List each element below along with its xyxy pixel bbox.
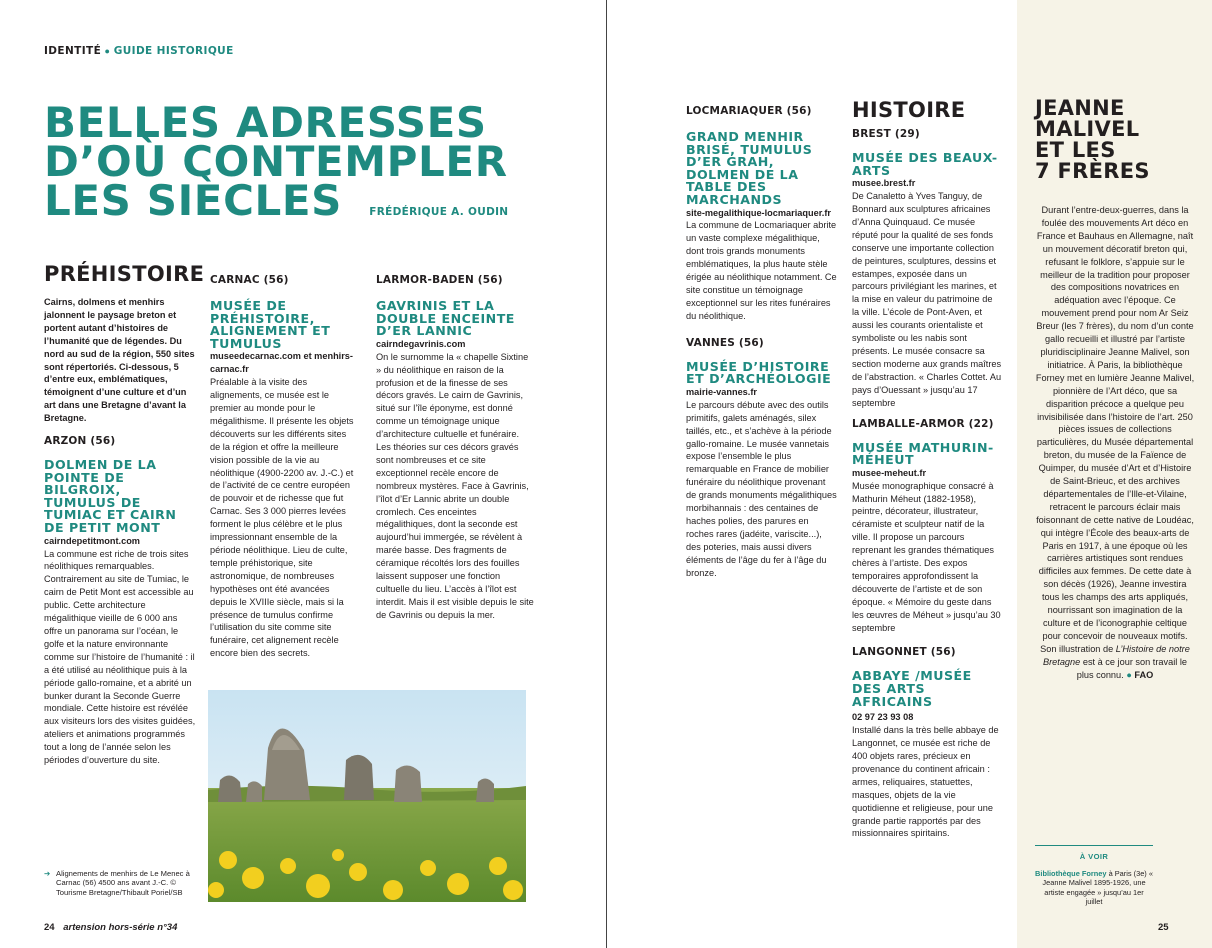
intro-text: Cairns, dolmens et menhirs jalonnent le paysage breton et portent autant d’histoires de l’humanité que de légendes. Du nord au sud de la région, 550 sites sont répertoriés. Ci-dessous, 5 d’entre eux, emblématiques, témoignent d’une culture et d’un art dans une Bretagne d’avant la Bretagne.	[44, 297, 195, 424]
sidebar-title-line: 7 FRÈRES	[1035, 159, 1150, 183]
entry-title: ABBAYE /MUSÉE DES ARTS AFRICAINS	[852, 668, 972, 709]
author-signature: FAO	[1134, 669, 1154, 680]
sidebar-text	[1035, 204, 1195, 682]
sidebar-body-end: est à ce jour son travail le plus connu.	[1076, 656, 1188, 680]
sidebar-title-line: ET LES	[1035, 138, 1116, 162]
location-label: LANGONNET (56)	[852, 646, 956, 659]
caption-text: Alignements de menhirs de Le Menec à Carnac (56) 4500 ans avant J.-C. © Tourisme Bretagne/Thibault Poriel/SB	[56, 869, 190, 897]
website-link[interactable]: site-megalithique-locmariaquer.fr	[686, 207, 831, 218]
entry-title: GAVRINIS ET LA DOUBLE ENCEINTE D’ER LANNIC	[376, 298, 515, 339]
bullet-icon: ●	[104, 46, 111, 56]
entry-text: Installé dans la très belle abbaye de Langonnet, ce musée est riche de 400 objets rares, précieux en provenance du continent africain : armes, reliquaires, statuettes, masques, objets de la vie quotidienne et religieuse, pour une grande partie rapportés par des missionnaires spiritains.	[852, 725, 999, 839]
entry-title: MUSÉE D’HISTOIRE ET D’ARCHÉOLOGIE	[686, 358, 832, 387]
histoire-column	[852, 98, 1002, 840]
website-link[interactable]: cairndegavrinis.com	[376, 338, 466, 349]
carnac-column	[210, 274, 358, 660]
kicker-subsection: GUIDE HISTORIQUE	[113, 45, 234, 57]
entry-text: Musée monographique consacré à Mathurin Méheut (1882-1958), peintre, décorateur, illustrateur, céramiste et sculpteur natif de la ville. Il propose un parcours reprenant les grandes thématiques chères à l’artiste. Des expos temporaires approfondissent la découverte de l’artiste et de son époque. « Mémoire du geste dans les œuvres de Méheut » jusqu’au 30 septembre	[852, 480, 1001, 633]
entry-title: DOLMEN DE LA POINTE DE BILGROIX, TUMULUS DE TUMIAC ET CAIRN DE PETIT MONT	[44, 457, 177, 536]
publication-name: artension hors-série n°34	[63, 922, 178, 933]
prehistoire-column	[44, 262, 205, 767]
a-voir-details	[1035, 869, 1153, 907]
larmor-column	[376, 274, 534, 622]
location-label: LAMBALLE-ARMOR (22)	[852, 417, 994, 430]
page-gutter	[606, 0, 607, 948]
location-label: CARNAC (56)	[210, 274, 289, 286]
phone-number: 02 97 23 93 08	[852, 712, 914, 723]
location-label: LOCMARIAQUER (56)	[686, 105, 812, 117]
website-link[interactable]: musee-meheut.fr	[852, 467, 927, 478]
location-label: LARMOR-BADEN (56)	[376, 274, 503, 286]
entry-text: On le surnomme la « chapelle Sixtine » du néolithique en raison de la profusion et de la finesse de ses décors gravés. Le cairn de Gavrinis, situé sur l’île éponyme, est donné comme un témoignage unique d’architecture cultuelle et funéraire. Les théories sur ces décors gravés sont nombreuses et ce site exceptionnel recèle encore de nombreux mystères. Face à Gavrinis, l’îlot d’Er Lannic abrite un double cromlech. Ces enceintes mégalithiques, dont la seconde est aujourd’hui immergée, se révèlent à marée basse. Des fragments de céramique récoltés lors des fouilles laissent supposer une fonction cultuelle du lieu. L’accès à l’îlot est interdit. Mais il est visible depuis le site de Gavrinis ou depuis la mer.	[376, 351, 534, 620]
footer-left	[44, 922, 177, 933]
title-line: D’OÙ CONTEMPLER	[44, 137, 508, 186]
book-title: L’Histoire de notre Bretagne	[1042, 643, 1190, 667]
exhibition-info: « Jeanne Malivel 1895-1926, une artiste engagée » jusqu’au 1er juillet	[1042, 868, 1153, 906]
a-voir-box	[1035, 845, 1153, 907]
menhirs-illustration	[208, 690, 526, 902]
sidebar-box	[1035, 98, 1195, 682]
entry-text: Préalable à la visite des alignements, ce musée est le premier au monde pour le mégalithisme. Il présente les objets découverts sur les différents sites de la région et offre la meilleure vision possible de la vie au néolithique (4900-2200 av. J.-C.) et de l’activité de ce centre européen de pouvoir et de richesse que fut Carnac. Ses 3 000 pierres levées forment le plus célèbre et le plus impressionnant ensemble de la période néolithique. Lieu de culte, temple préhistorique, site astronomique, de nombreuses hypothèses ont été avancées depuis le XVIIIe siècle, mais si la présence de tumulus confirme l’utilisation du site comme site funéraire, cet alignement recèle encore bien des secrets.	[210, 377, 354, 659]
entry-title: MUSÉE DES BEAUX-ARTS	[852, 150, 998, 178]
title-line: BELLES ADRESSES	[44, 98, 487, 147]
page-number: 24	[44, 922, 55, 933]
entry-title: MUSÉE DE PRÉHISTOIRE, ALIGNEMENT ET TUMULUS	[210, 298, 331, 351]
bullet-icon: ●	[1126, 669, 1132, 680]
a-voir-label: À VOIR	[1079, 852, 1109, 861]
website-link[interactable]: musee.brest.fr	[852, 178, 916, 189]
location-label: BREST (29)	[852, 128, 920, 140]
venue-name: Bibliothèque Forney	[1035, 868, 1107, 878]
sidebar-title	[1035, 98, 1195, 182]
location-label: ARZON (56)	[44, 435, 116, 448]
section-heading: PRÉHISTOIRE	[44, 262, 205, 286]
author-byline: FRÉDÉRIQUE A. OUDIN	[369, 206, 509, 218]
location-label: VANNES (56)	[686, 336, 764, 349]
venue-location: à Paris (3e)	[1108, 868, 1147, 878]
entry-text: De Canaletto à Yves Tanguy, de Bonnard aux sculptures africaines d’Anna Quinquaud. Ce musée réputé pour la qualité de ses fonds conserve une importante collection de peintures, sculptures, dessins et estampes, exposée dans un parcours privilégiant les marines, et la mise en valeur du patrimoine de la ville. L’école de Pont-Aven, et aussi les courants orientaliste et symboliste ou les nabis sont présents. Le musée consacre sa section moderne aux grands maîtres de l’abstraction. « Charles Cottet. Au pays d’Ouessant » jusqu’au 17 septembre	[852, 191, 1002, 408]
entry-title: MUSÉE MATHURIN-MÉHEUT	[852, 439, 994, 468]
entry-text: La commune de Locmariaquer abrite un vaste complexe mégalithique, dont trois grands monuments emblématiques, la plus haute stèle érigée au néolithique notamment. Ce site constitue un témoignage exceptionnel sur les rites funéraires du néolithique.	[686, 220, 837, 321]
arrow-icon: ➔	[44, 869, 51, 878]
website-link[interactable]: cairndepetitmont.com	[44, 535, 140, 546]
sidebar-title-line: JEANNE	[1035, 96, 1125, 120]
website-link[interactable]: museedecarnac.com et menhirs-carnac.fr	[210, 351, 353, 375]
website-link[interactable]: mairie-vannes.fr	[686, 386, 757, 397]
footer-right-page-number: 25	[1158, 922, 1169, 933]
entry-text: La commune est riche de trois sites néolithiques remarquables. Contrairement au site de Tumiac, le cairn de Petit Mont est accessible au public. Cette architecture mégalithique vieille de 6 000 ans offre un panorama sur l’océan, le golfe et la nature environnante comme sur l’histoire de l’humanité : il a été utilisé au néolithique puis à la période gallo-romaine, et a abrité un bunker durant la Seconde Guerre mondiale. Cette histoire est révélée aux visiteurs lors des visites guidées, ateliers et animations programmés tout a long de l’année selon les périodes d’ouverture du site.	[44, 548, 196, 766]
locmariaquer-column	[686, 105, 838, 580]
section-heading: HISTOIRE	[852, 98, 966, 122]
entry-text: Le parcours débute avec des outils primitifs, galets aménagés, silex taillés, etc., et s’achève à la période gallo-romaine. Le musée vannetais expose l’ensemble le plus remarquable en France de mobilier funéraire du néolithique provenant de grands monuments mégalithiques morbihannais : des centaines de haches polies, des parures en roches rares (jadéite, variscite...), des poteries, mais aussi divers éléments de l’âge du fer à l’âge du bronze.	[686, 399, 837, 578]
title-line: LES SIÈCLES	[44, 176, 343, 225]
kicker-section: IDENTITÉ	[44, 45, 102, 57]
photo-caption	[44, 869, 199, 897]
entry-title: GRAND MENHIR BRISÉ, TUMULUS D’ER GRAH, DOLMEN DE LA TABLE DES MARCHANDS	[686, 129, 813, 207]
sidebar-body: Durant l’entre-deux-guerres, dans la foulée des mouvements Art déco en France et Bauhaus en Allemagne, naît un mouvement décoratif breton qui, refusant le folklore, s’appuie sur le meilleur de la tradition pour proposer des compositions novatrices en adéquation avec l’époque. Ce mouvement prend pour nom Ar Seiz Breur (les 7 frères), du nom d’un conte gallo recueilli et illustré par l’artiste pluridisciplinaire Jeanne Malivel, son initiatrice. À Paris, la bibliothèque Forney met en lumière Jeanne Malivel, pionnière de l’Art déco, que sa disparition précoce a quelque peu invisibilisée dans l’histoire de l’art. 250 pièces issues de collections particulières, du Musée départemental breton, du musée de la Faïence de Quimper, du musée d’Art et d’Histoire de Saint-Brieuc, et des archives départementales de l’Ille-et-Vilaine, retracent le parcours éclair mais foisonnant de cette native de Loudéac, qui intègre l’École des beaux-arts de Paris en 1917, à une époque où les carrières artistiques sont rendues difficiles aux femmes. De cette date à son décès (1926), Jeanne investira tous les champs des arts appliqués, nourrissant son imagination de la culture et de l’iconographie celtique pour concevoir de nouveaux motifs. Son illustration de	[1035, 205, 1195, 654]
sidebar-title-line: MALIVEL	[1035, 117, 1140, 141]
menhirs-photo	[208, 690, 526, 902]
kicker	[44, 45, 234, 57]
page-title	[44, 98, 509, 232]
